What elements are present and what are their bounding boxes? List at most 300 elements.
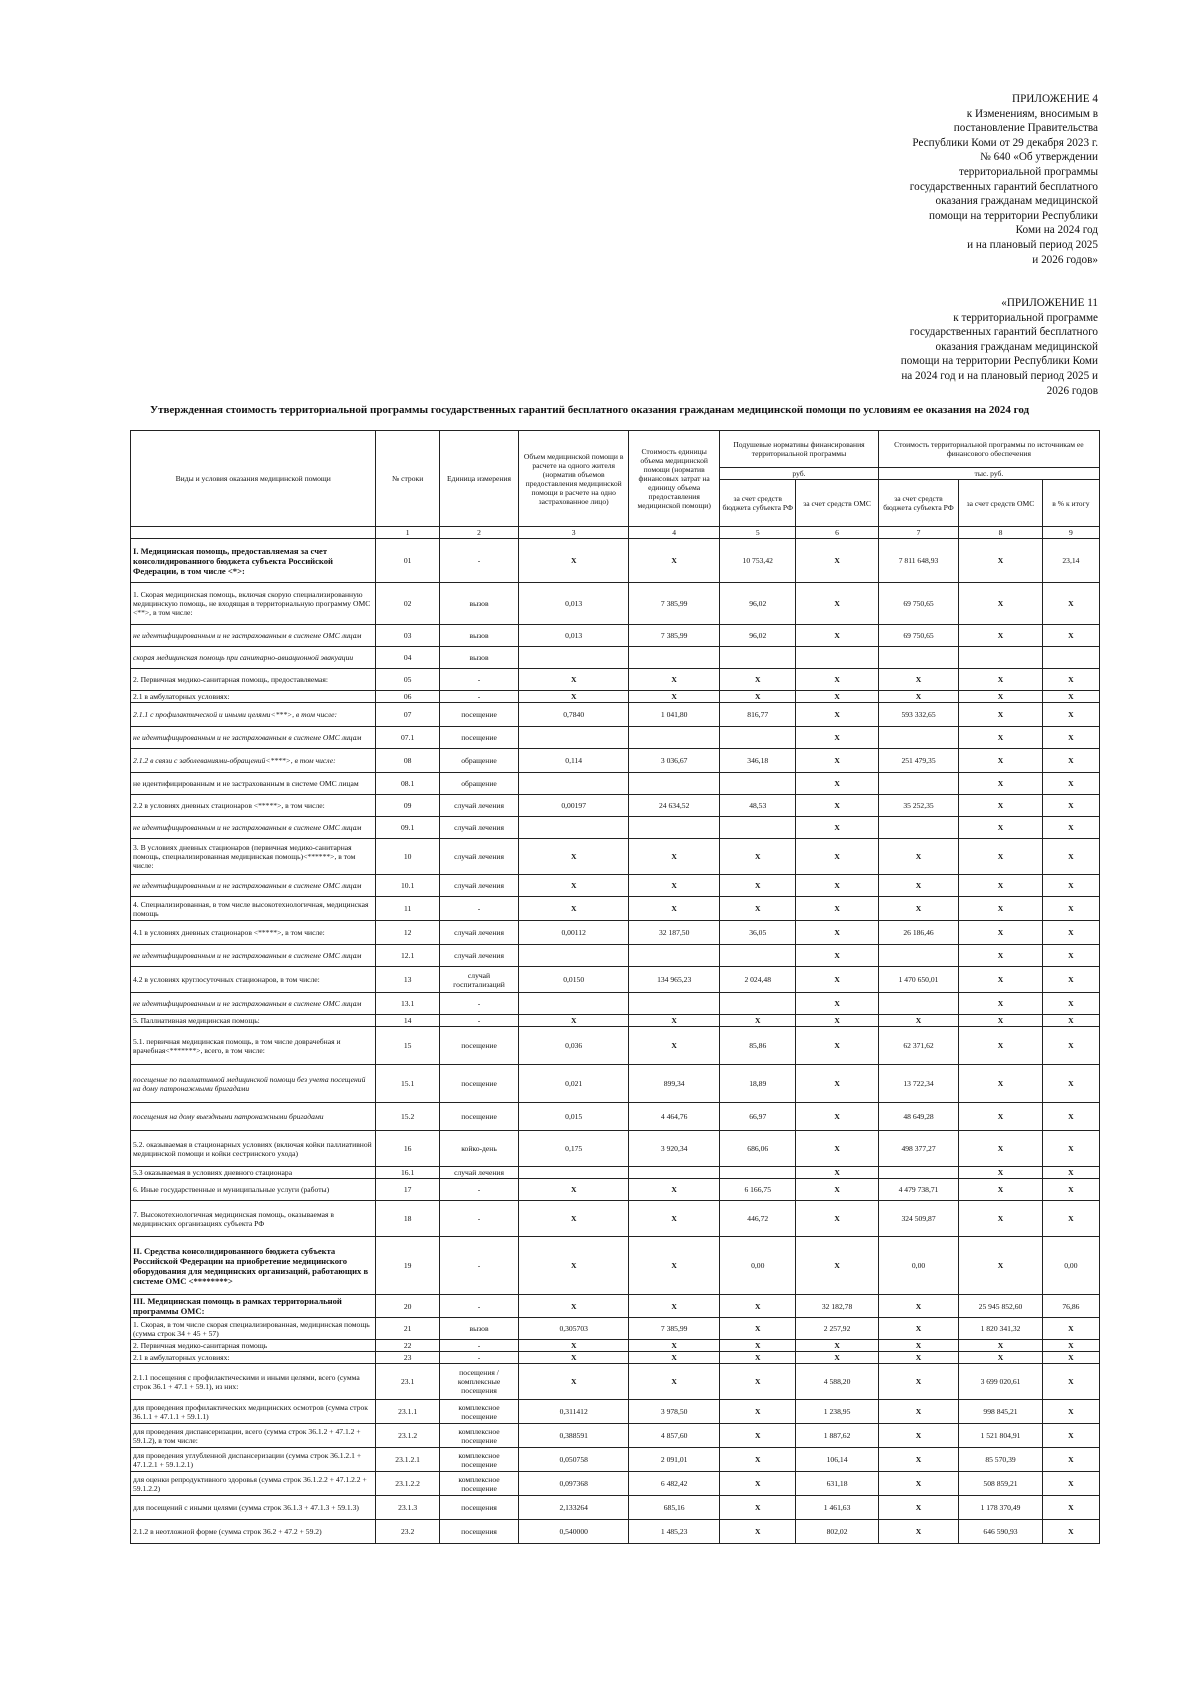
- row-unit: посещения: [439, 1520, 518, 1544]
- cell-c7: 4 479 738,71: [878, 1179, 958, 1201]
- cell-c9: X: [1042, 1496, 1099, 1520]
- cell-c8: X: [959, 1352, 1043, 1364]
- cell-c4: [629, 647, 720, 669]
- cell-c7: 593 332,65: [878, 703, 958, 727]
- cell-c7: X: [878, 1015, 958, 1027]
- row-unit: посещения / комплексные посещения: [439, 1364, 518, 1400]
- table-row: [131, 1027, 1100, 1065]
- cell-c7: X: [878, 1400, 958, 1424]
- cell-c4: 3 920,34: [629, 1131, 720, 1167]
- appendix-line: № 640 «Об утверждении: [980, 151, 1098, 164]
- row-number: 16.1: [376, 1167, 439, 1179]
- appendix-line: помощи на территории Республики Коми: [900, 355, 1098, 368]
- cell-c4: 4 857,60: [629, 1424, 720, 1448]
- cell-c4: 899,34: [629, 1065, 720, 1103]
- cell-c8: X: [959, 993, 1043, 1015]
- cell-c6: X: [796, 703, 879, 727]
- cell-c3: 0,305703: [519, 1318, 629, 1340]
- cell-c8: X: [959, 539, 1043, 583]
- cell-c5: X: [720, 1364, 796, 1400]
- cell-c8: X: [959, 1015, 1043, 1027]
- row-unit: посещение: [439, 727, 518, 749]
- cell-c3: X: [519, 839, 629, 875]
- cell-c8: [959, 647, 1043, 669]
- cell-c3: [519, 945, 629, 967]
- row-unit: -: [439, 539, 518, 583]
- cell-c6: 32 182,78: [796, 1295, 879, 1318]
- table-row: [131, 1364, 1100, 1400]
- table-row: [131, 1448, 1100, 1472]
- table-row: [131, 1400, 1100, 1424]
- cell-c9: X: [1042, 669, 1099, 691]
- appendix-line: на 2024 год и на плановый период 2025 и: [901, 369, 1098, 382]
- table-row: [131, 539, 1100, 583]
- cell-c9: X: [1042, 795, 1099, 817]
- cell-c8: X: [959, 691, 1043, 703]
- row-number: 15.1: [376, 1065, 439, 1103]
- cell-c9: X: [1042, 1424, 1099, 1448]
- cell-c5: X: [720, 875, 796, 897]
- cell-c3: [519, 817, 629, 839]
- header-rub: руб.: [720, 468, 879, 480]
- cell-c4: X: [629, 875, 720, 897]
- row-number: 12: [376, 921, 439, 945]
- cell-c9: X: [1042, 1179, 1099, 1201]
- cell-c6: X: [796, 817, 879, 839]
- cell-c6: X: [796, 539, 879, 583]
- cell-c5: X: [720, 1424, 796, 1448]
- row-name: не идентифицированным и не застрахованным в системе ОМС лицам: [131, 945, 376, 967]
- row-unit: -: [439, 1237, 518, 1295]
- cell-c3: 0,540000: [519, 1520, 629, 1544]
- cell-c6: [796, 647, 879, 669]
- cell-c3: 0,00112: [519, 921, 629, 945]
- column-number: 4: [629, 527, 720, 539]
- cell-c7: X: [878, 691, 958, 703]
- row-unit: вызов: [439, 647, 518, 669]
- cell-c7: 251 479,35: [878, 749, 958, 773]
- column-number: 1: [376, 527, 439, 539]
- row-name: не идентифицированным и не застрахованным в системе ОМС лицам: [131, 625, 376, 647]
- row-name: 4.1 в условиях дневных стационаров <*****>, в том числе:: [131, 921, 376, 945]
- cell-c3: 0,050758: [519, 1448, 629, 1472]
- cell-c5: X: [720, 1318, 796, 1340]
- row-number: 19: [376, 1237, 439, 1295]
- row-number: 23.1.3: [376, 1496, 439, 1520]
- cell-c7: 48 649,28: [878, 1103, 958, 1131]
- cell-c6: X: [796, 795, 879, 817]
- row-name: 2.1.1 с профилактической и иными целями<***>, в том числе:: [131, 703, 376, 727]
- cell-c9: X: [1042, 1015, 1099, 1027]
- cell-c5: 96,02: [720, 625, 796, 647]
- column-number: 3: [519, 527, 629, 539]
- cell-c8: X: [959, 703, 1043, 727]
- cell-c9: X: [1042, 703, 1099, 727]
- cell-c9: X: [1042, 691, 1099, 703]
- cell-c8: X: [959, 1027, 1043, 1065]
- row-name: 2.1.2 в связи с заболеваниями-обращений<****>, в том числе:: [131, 749, 376, 773]
- cell-c8: X: [959, 773, 1043, 795]
- table-row: [131, 1015, 1100, 1027]
- row-name: не идентифицированным и не застрахованным в системе ОМС лицам: [131, 875, 376, 897]
- cell-c4: 32 187,50: [629, 921, 720, 945]
- row-unit: -: [439, 1340, 518, 1352]
- cell-c7: X: [878, 1340, 958, 1352]
- cell-c4: [629, 773, 720, 795]
- row-unit: -: [439, 897, 518, 921]
- cell-c4: 7 385,99: [629, 625, 720, 647]
- row-name: 4.2 в условиях круглосуточных стационаров, в том числе:: [131, 967, 376, 993]
- row-name: 2.1 в амбулаторных условиях:: [131, 1352, 376, 1364]
- cell-c4: X: [629, 1027, 720, 1065]
- cell-c9: 76,86: [1042, 1295, 1099, 1318]
- cell-c3: 0,097368: [519, 1472, 629, 1496]
- row-unit: случай лечения: [439, 945, 518, 967]
- cell-c5: X: [720, 1520, 796, 1544]
- cell-c8: X: [959, 839, 1043, 875]
- cell-c6: X: [796, 1065, 879, 1103]
- cell-c7: [878, 1167, 958, 1179]
- row-name: 5. Паллиативная медицинская помощь:: [131, 1015, 376, 1027]
- row-unit: обращение: [439, 773, 518, 795]
- table-row: [131, 1352, 1100, 1364]
- table-row: [131, 921, 1100, 945]
- column-number: 2: [439, 527, 518, 539]
- cell-c8: X: [959, 967, 1043, 993]
- row-unit: комплексное посещение: [439, 1424, 518, 1448]
- cell-c3: 0,036: [519, 1027, 629, 1065]
- row-number: 23.1.1: [376, 1400, 439, 1424]
- cell-c5: 6 166,75: [720, 1179, 796, 1201]
- row-number: 13: [376, 967, 439, 993]
- table-row: [131, 727, 1100, 749]
- cell-c9: X: [1042, 875, 1099, 897]
- cell-c8: X: [959, 945, 1043, 967]
- row-name: для проведения диспансеризации, всего (сумма строк 36.1.2 + 47.1.2 + 59.1.2), в том числе:: [131, 1424, 376, 1448]
- row-unit: посещение: [439, 1027, 518, 1065]
- cell-c6: X: [796, 875, 879, 897]
- appendix-line: ПРИЛОЖЕНИЕ 4: [1011, 93, 1098, 105]
- cell-c6: X: [796, 1103, 879, 1131]
- cell-c5: 446,72: [720, 1201, 796, 1237]
- table-row: [131, 647, 1100, 669]
- cell-c3: X: [519, 1201, 629, 1237]
- table-row: [131, 1496, 1100, 1520]
- row-unit: посещение: [439, 703, 518, 727]
- appendix-line: и на плановый период 2025: [967, 238, 1098, 251]
- cell-c7: 498 377,27: [878, 1131, 958, 1167]
- row-unit: вызов: [439, 583, 518, 625]
- column-number: 7: [878, 527, 958, 539]
- cell-c7: 13 722,34: [878, 1065, 958, 1103]
- cell-c3: X: [519, 1295, 629, 1318]
- row-name: 1. Скорая, в том числе скорая специализированная, медицинская помощь (сумма строк 34 + 45 + 57): [131, 1318, 376, 1340]
- cell-c4: X: [629, 1015, 720, 1027]
- cell-c6: 802,02: [796, 1520, 879, 1544]
- cell-c6: X: [796, 727, 879, 749]
- cell-c3: X: [519, 875, 629, 897]
- cell-c5: 96,02: [720, 583, 796, 625]
- cell-c6: X: [796, 1201, 879, 1237]
- cell-c7: 62 371,62: [878, 1027, 958, 1065]
- table-row: [131, 1295, 1100, 1318]
- cell-c9: X: [1042, 1352, 1099, 1364]
- cell-c4: 2 091,01: [629, 1448, 720, 1472]
- cell-c9: X: [1042, 773, 1099, 795]
- cell-c9: X: [1042, 921, 1099, 945]
- row-number: 22: [376, 1340, 439, 1352]
- cell-c6: X: [796, 1237, 879, 1295]
- row-number: 15: [376, 1027, 439, 1065]
- cell-c7: X: [878, 1364, 958, 1400]
- cell-c8: X: [959, 1167, 1043, 1179]
- table-row: [131, 993, 1100, 1015]
- row-unit: случай лечения: [439, 875, 518, 897]
- cost-table: [130, 430, 1100, 1544]
- cell-c8: X: [959, 1103, 1043, 1131]
- cell-c7: X: [878, 1424, 958, 1448]
- cell-c4: 1 041,80: [629, 703, 720, 727]
- cell-c7: X: [878, 1318, 958, 1340]
- cell-c4: 7 385,99: [629, 1318, 720, 1340]
- row-name: 7. Высокотехнологичная медицинская помощь, оказываемая в медицинских организациях субъекта РФ: [131, 1201, 376, 1237]
- table-row: [131, 839, 1100, 875]
- row-number: 23.2: [376, 1520, 439, 1544]
- column-number: 5: [720, 527, 796, 539]
- cell-c6: 631,18: [796, 1472, 879, 1496]
- row-name: для оценки репродуктивного здоровья (сумма строк 36.1.2.2 + 47.1.2.2 + 59.1.2.2): [131, 1472, 376, 1496]
- cell-c3: X: [519, 669, 629, 691]
- table-row: [131, 967, 1100, 993]
- cell-c8: 1 820 341,32: [959, 1318, 1043, 1340]
- row-name: 2.1.1 посещения с профилактическими и иными целями, всего (сумма строк 36.1 + 47.1 + 59.1), из них:: [131, 1364, 376, 1400]
- header-budget-2: за счет средств бюджета субъекта РФ: [878, 480, 958, 527]
- cell-c5: 346,18: [720, 749, 796, 773]
- cell-c6: X: [796, 967, 879, 993]
- cell-c5: X: [720, 897, 796, 921]
- column-number: 9: [1042, 527, 1099, 539]
- cell-c7: X: [878, 839, 958, 875]
- column-number: 8: [959, 527, 1043, 539]
- cell-c8: X: [959, 795, 1043, 817]
- cell-c5: 0,00: [720, 1237, 796, 1295]
- cell-c3: [519, 773, 629, 795]
- cell-c7: [878, 647, 958, 669]
- cell-c8: X: [959, 669, 1043, 691]
- cell-c3: 0,175: [519, 1131, 629, 1167]
- table-row: [131, 817, 1100, 839]
- row-number: 18: [376, 1201, 439, 1237]
- cell-c3: [519, 1167, 629, 1179]
- cell-c7: 7 811 648,93: [878, 539, 958, 583]
- cell-c4: 685,16: [629, 1496, 720, 1520]
- table-row: [131, 691, 1100, 703]
- row-unit: случай госпитализаций: [439, 967, 518, 993]
- cell-c3: X: [519, 1015, 629, 1027]
- row-unit: -: [439, 1295, 518, 1318]
- appendix-line: оказания гражданам медицинской: [935, 195, 1098, 208]
- cell-c6: 4 588,20: [796, 1364, 879, 1400]
- row-unit: -: [439, 1015, 518, 1027]
- table-row: [131, 773, 1100, 795]
- cell-c8: X: [959, 1131, 1043, 1167]
- row-unit: -: [439, 1352, 518, 1364]
- cell-c4: X: [629, 1352, 720, 1364]
- table-row: [131, 795, 1100, 817]
- row-number: 15.2: [376, 1103, 439, 1131]
- appendix-line: постановление Правительства: [953, 122, 1098, 135]
- cell-c5: 85,86: [720, 1027, 796, 1065]
- cell-c3: X: [519, 691, 629, 703]
- row-name: 2.1 в амбулаторных условиях:: [131, 691, 376, 703]
- cell-c6: X: [796, 945, 879, 967]
- cell-c8: X: [959, 875, 1043, 897]
- cell-c3: 2,133264: [519, 1496, 629, 1520]
- cell-c4: 24 634,52: [629, 795, 720, 817]
- cell-c7: [878, 993, 958, 1015]
- table-row: [131, 1131, 1100, 1167]
- row-number: 21: [376, 1318, 439, 1340]
- row-name: не идентифицированным и не застрахованным в системе ОМС лицам: [131, 817, 376, 839]
- row-number: 23.1.2.1: [376, 1448, 439, 1472]
- cell-c7: X: [878, 1472, 958, 1496]
- row-unit: посещение: [439, 1065, 518, 1103]
- cell-c3: 0,388591: [519, 1424, 629, 1448]
- cell-c6: X: [796, 1027, 879, 1065]
- cell-c6: X: [796, 993, 879, 1015]
- row-name: I. Медицинская помощь, предоставляемая за счет консолидированного бюджета субъекта Российской Федерации, в том числе <*>:: [131, 539, 376, 583]
- table-row: [131, 875, 1100, 897]
- cell-c8: X: [959, 1237, 1043, 1295]
- row-unit: случай лечения: [439, 817, 518, 839]
- cell-c3: X: [519, 1340, 629, 1352]
- row-unit: посещения: [439, 1496, 518, 1520]
- cell-c4: 3 978,50: [629, 1400, 720, 1424]
- cell-c4: X: [629, 1179, 720, 1201]
- cell-c4: 3 036,67: [629, 749, 720, 773]
- cell-c5: 36,05: [720, 921, 796, 945]
- cell-c4: X: [629, 1295, 720, 1318]
- table-row: [131, 1201, 1100, 1237]
- row-unit: койко-день: [439, 1131, 518, 1167]
- cell-c9: X: [1042, 993, 1099, 1015]
- cell-c9: X: [1042, 1318, 1099, 1340]
- cell-c5: 10 753,42: [720, 539, 796, 583]
- cell-c6: X: [796, 1340, 879, 1352]
- row-name: 4. Специализированная, в том числе высокотехнологичная, медицинская помощь: [131, 897, 376, 921]
- cell-c3: [519, 727, 629, 749]
- row-unit: случай лечения: [439, 1167, 518, 1179]
- cell-c4: 7 385,99: [629, 583, 720, 625]
- table-row: [131, 1167, 1100, 1179]
- cell-c5: [720, 647, 796, 669]
- row-number: 08.1: [376, 773, 439, 795]
- cell-c9: 0,00: [1042, 1237, 1099, 1295]
- cell-c5: [720, 773, 796, 795]
- table-row: [131, 1520, 1100, 1544]
- cell-c7: X: [878, 1448, 958, 1472]
- cell-c5: X: [720, 1352, 796, 1364]
- header-oms-2: за счет средств ОМС: [959, 480, 1043, 527]
- row-name: для посещений с иными целями (сумма строк 36.1.3 + 47.1.3 + 59.1.3): [131, 1496, 376, 1520]
- cell-c5: [720, 945, 796, 967]
- appendix-line: к территориальной программе: [953, 311, 1098, 324]
- header-row-no: № строки: [376, 431, 439, 527]
- cell-c4: 134 965,23: [629, 967, 720, 993]
- table-row: [131, 1472, 1100, 1496]
- cell-c7: X: [878, 1520, 958, 1544]
- cell-c9: X: [1042, 1167, 1099, 1179]
- cell-c4: 6 482,42: [629, 1472, 720, 1496]
- cell-c9: X: [1042, 1103, 1099, 1131]
- cell-c4: 4 464,76: [629, 1103, 720, 1131]
- cell-c4: [629, 993, 720, 1015]
- row-number: 06: [376, 691, 439, 703]
- cell-c3: 0,114: [519, 749, 629, 773]
- cell-c8: X: [959, 749, 1043, 773]
- table-row: [131, 897, 1100, 921]
- row-number: 17: [376, 1179, 439, 1201]
- cell-c4: [629, 727, 720, 749]
- row-unit: случай лечения: [439, 921, 518, 945]
- cell-c6: X: [796, 839, 879, 875]
- row-name: 2. Первичная медико-санитарная помощь: [131, 1340, 376, 1352]
- row-name: 2. Первичная медико-санитарная помощь, предоставляемая:: [131, 669, 376, 691]
- cell-c9: X: [1042, 1340, 1099, 1352]
- row-number: 13.1: [376, 993, 439, 1015]
- cell-c3: 0,311412: [519, 1400, 629, 1424]
- cell-c7: 0,00: [878, 1237, 958, 1295]
- cell-c5: [720, 1167, 796, 1179]
- row-number: 23.1.2: [376, 1424, 439, 1448]
- cell-c6: 1 887,62: [796, 1424, 879, 1448]
- table-title: Утвержденная стоимость территориальной программы государственных гарантий бесплатного оказания гражданам медицинской помощи по условиям ее оказания на 2024 год: [150, 404, 1030, 416]
- column-number: [131, 527, 376, 539]
- cell-c6: X: [796, 1015, 879, 1027]
- row-name: III. Медицинская помощь в рамках территориальной программы ОМС:: [131, 1295, 376, 1318]
- row-unit: комплексное посещение: [439, 1448, 518, 1472]
- cell-c8: 646 590,93: [959, 1520, 1043, 1544]
- row-unit: -: [439, 1179, 518, 1201]
- cell-c7: 69 750,65: [878, 583, 958, 625]
- table-row: [131, 703, 1100, 727]
- cell-c3: 0,013: [519, 625, 629, 647]
- row-number: 04: [376, 647, 439, 669]
- cell-c6: X: [796, 897, 879, 921]
- row-name: 5.2. оказываемая в стационарных условиях (включая койки паллиативной медицинской помощи и койки сестринского ухода): [131, 1131, 376, 1167]
- cell-c9: X: [1042, 583, 1099, 625]
- cell-c6: 2 257,92: [796, 1318, 879, 1340]
- appendix-line: 2026 годов: [1046, 384, 1098, 397]
- cell-c4: X: [629, 1364, 720, 1400]
- row-name: не идентифицированным и не застрахованным в системе ОМС лицам: [131, 993, 376, 1015]
- cell-c5: 2 024,48: [720, 967, 796, 993]
- cell-c8: X: [959, 1179, 1043, 1201]
- cell-c5: X: [720, 1400, 796, 1424]
- appendix-4-header: [910, 92, 1098, 267]
- row-number: 01: [376, 539, 439, 583]
- cell-c9: X: [1042, 1027, 1099, 1065]
- cell-c8: X: [959, 1201, 1043, 1237]
- row-name: посещения на дому выездными патронажными бригадами: [131, 1103, 376, 1131]
- row-unit: обращение: [439, 749, 518, 773]
- appendix-line: «ПРИЛОЖЕНИЕ 11: [1001, 297, 1098, 309]
- row-unit: -: [439, 993, 518, 1015]
- cell-c9: X: [1042, 727, 1099, 749]
- cell-c9: X: [1042, 817, 1099, 839]
- header-kind: Виды и условия оказания медицинской помощи: [131, 431, 376, 527]
- cell-c6: 1 461,63: [796, 1496, 879, 1520]
